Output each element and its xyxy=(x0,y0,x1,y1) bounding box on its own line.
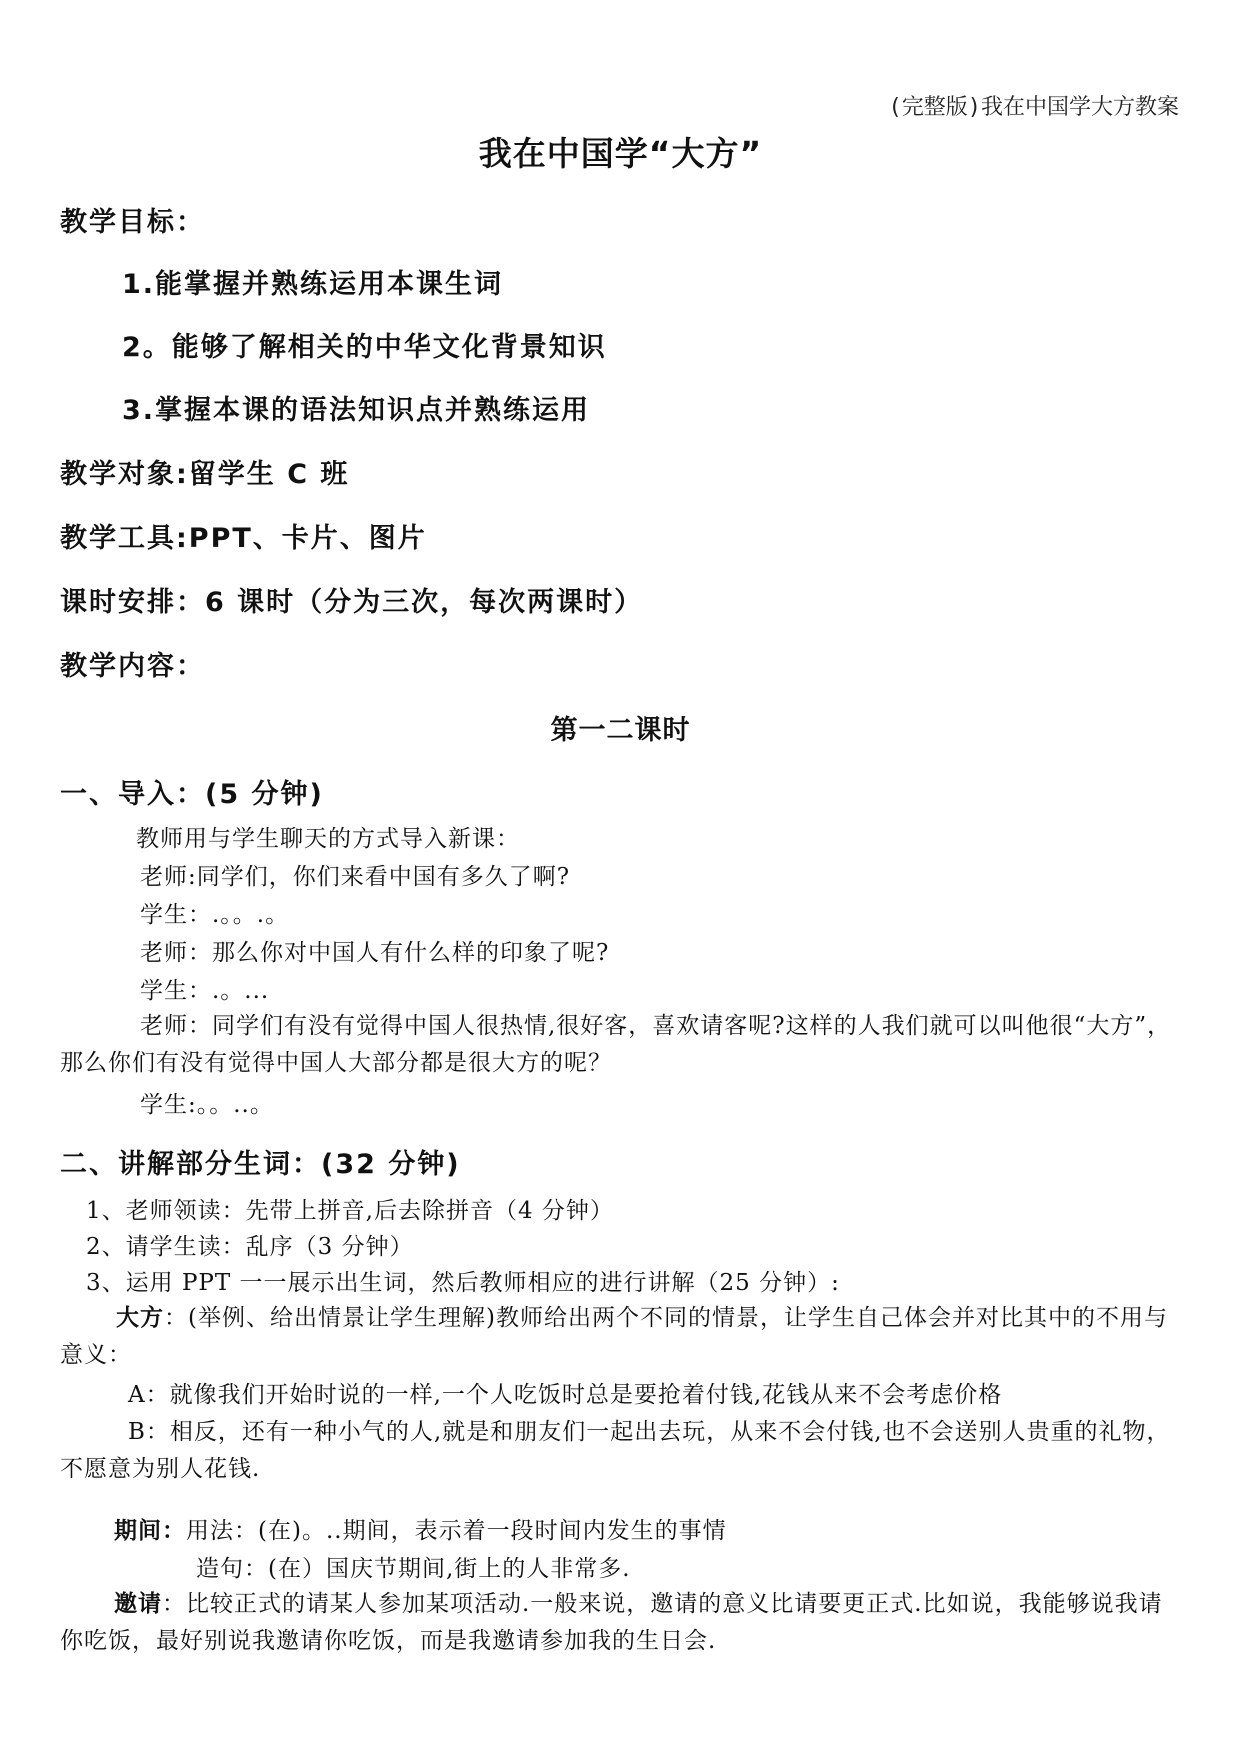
vocab-dafang-text: ：(举例、给出情景让学生理解)教师给出两个不同的情景，让学生自己体会并对比其中的不用与意义： xyxy=(60,1305,1168,1368)
objective-item-2: 2。能够了解相关的中华文化背景知识 xyxy=(122,332,607,363)
lesson-heading: 第一二课时 xyxy=(550,715,691,746)
section2-heading: 二、讲解部分生词：(32 分钟) xyxy=(60,1149,461,1180)
section1-teacher-question: 老师：同学们有没有觉得中国人很热情,很好客，喜欢请客呢?这样的人我们就可以叫他很“大方”，那么你们有没有觉得中国人大部分都是很大方的呢？ xyxy=(60,1013,1172,1076)
section1-line-teacher-1: 老师:同学们，你们来看中国有多久了啊? xyxy=(140,864,571,890)
section1-line-student-1: 学生：.。。.。 xyxy=(140,902,290,928)
section1-line-intro: 教师用与学生聊天的方式导入新课： xyxy=(136,826,520,852)
vocab-term-dafang: 大方 xyxy=(116,1305,164,1331)
vocab-yaoqing-text: ：比较正式的请某人参加某项活动.一般来说，邀请的意义比请要更正式.比如说，我能够说我请你吃饭，最好别说我邀请你吃饭，而是我邀请参加我的生日会. xyxy=(60,1591,1163,1654)
objectives-heading: 教学目标： xyxy=(60,207,205,238)
section1-line-student-2: 学生：.。... xyxy=(140,978,270,1004)
lesson-schedule: 课时安排：6 课时（分为三次，每次两课时） xyxy=(60,587,644,618)
vocab-dafang xyxy=(60,1300,1176,1374)
scenario-b: B：相反，还有一种小气的人,就是和朋友们一起出去玩，从来不会付钱,也不会送别人贵重的礼物，不愿意为别人花钱. xyxy=(60,1419,1171,1482)
section1-heading: 一、导入：(5 分钟) xyxy=(60,779,324,810)
vocab-qijian-example: 造句：(在）国庆节期间,街上的人非常多. xyxy=(196,1556,631,1582)
section1-line-student-3: 学生:。。..。 xyxy=(140,1092,274,1118)
document-header-label: (完整版)我在中国学大方教案 xyxy=(888,95,1179,120)
content-heading: 教学内容： xyxy=(60,651,205,682)
objective-item-3: 3.掌握本课的语法知识点并熟练运用 xyxy=(122,395,591,426)
vocab-term-yaoqing: 邀请 xyxy=(114,1591,162,1617)
vocab-yaoqing xyxy=(60,1586,1176,1660)
teaching-tools: 教学工具:PPT、卡片、图片 xyxy=(60,523,427,554)
vocab-step-3: 3、运用 PPT 一一展示出生词，然后教师相应的进行讲解（25 分钟）: xyxy=(86,1270,840,1296)
scenario-a: A：就像我们开始时说的一样,一个人吃饭时总是要抢着付钱,花钱从来不会考虑价格 xyxy=(128,1382,1003,1408)
vocab-qijian-usage-line xyxy=(114,1516,727,1546)
page-title: 我在中国学“大方” xyxy=(478,134,763,173)
vocab-qijian-usage: 用法：(在)。..期间，表示着一段时间内发生的事情 xyxy=(186,1518,727,1544)
vocab-term-qijian: 期间： xyxy=(114,1518,186,1544)
vocab-step-2: 2、请学生读：乱序（3 分钟） xyxy=(86,1234,414,1260)
section1-line-teacher-2: 老师：那么你对中国人有什么样的印象了呢? xyxy=(140,940,610,966)
teaching-audience: 教学对象:留学生 C 班 xyxy=(60,459,350,490)
vocab-step-1: 1、老师领读：先带上拼音,后去除拼音（4 分钟） xyxy=(86,1198,614,1224)
objective-item-1: 1.能掌握并熟练运用本课生词 xyxy=(122,269,504,300)
